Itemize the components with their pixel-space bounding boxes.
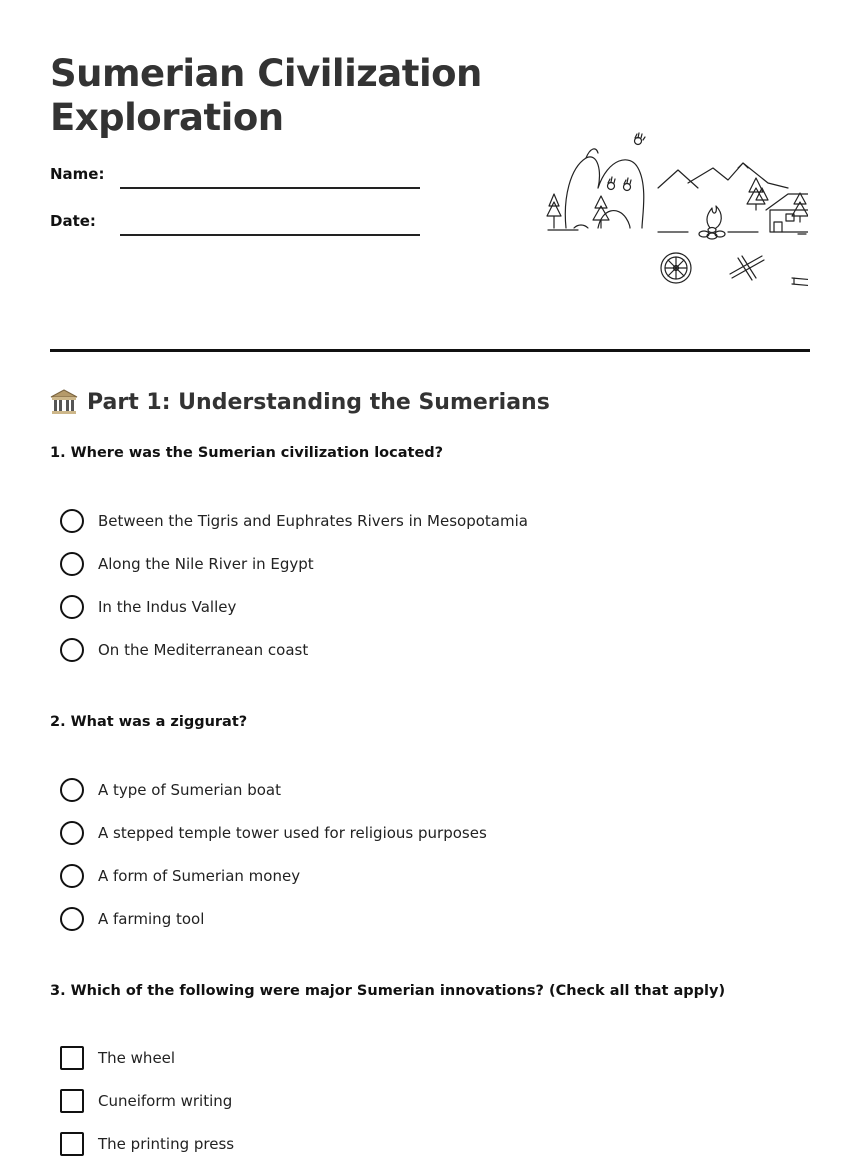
part1-heading-text: Part 1: Understanding the Sumerians — [87, 389, 550, 415]
option-label: Between the Tigris and Euphrates Rivers in Mesopotamia — [98, 512, 528, 530]
title-line-2: Exploration — [50, 96, 284, 139]
date-field[interactable] — [120, 234, 420, 236]
radio-button[interactable] — [60, 778, 84, 802]
q3-option-2[interactable] — [60, 1088, 232, 1114]
q2-option-2[interactable] — [60, 820, 487, 846]
name-label: Name: — [50, 165, 105, 183]
q1-option-4[interactable] — [60, 637, 308, 663]
question-1: 1. Where was the Sumerian civilization located? — [50, 445, 444, 461]
radio-button[interactable] — [60, 509, 84, 533]
q3-option-1[interactable] — [60, 1045, 175, 1071]
option-label: Cuneiform writing — [98, 1092, 233, 1110]
q2-option-1[interactable] — [60, 777, 281, 803]
radio-button[interactable] — [60, 864, 84, 888]
option-label: On the Mediterranean coast — [98, 641, 309, 659]
option-label: A farming tool — [98, 910, 205, 928]
q1-option-3[interactable] — [60, 594, 236, 620]
radio-button[interactable] — [60, 821, 84, 845]
q1-option-1[interactable] — [60, 508, 528, 534]
date-label: Date: — [50, 212, 96, 230]
option-label: A stepped temple tower used for religious purposes — [98, 824, 487, 842]
radio-button[interactable] — [60, 552, 84, 576]
checkbox[interactable] — [60, 1132, 84, 1156]
option-label: In the Indus Valley — [98, 598, 237, 616]
option-label: A form of Sumerian money — [98, 867, 301, 885]
q2-option-4[interactable] — [60, 906, 204, 932]
option-label: The wheel — [98, 1049, 176, 1067]
radio-button[interactable] — [60, 595, 84, 619]
prehistoric-camp-illustration — [538, 128, 808, 293]
q3-option-3[interactable] — [60, 1131, 234, 1157]
checkbox[interactable] — [60, 1089, 84, 1113]
header-divider — [50, 349, 810, 352]
classical-building-icon — [50, 388, 78, 416]
q1-option-2[interactable] — [60, 551, 314, 577]
option-label: A type of Sumerian boat — [98, 781, 281, 799]
part1-heading — [50, 388, 550, 416]
checkbox[interactable] — [60, 1046, 84, 1070]
question-2: 2. What was a ziggurat? — [50, 714, 248, 730]
q2-option-3[interactable] — [60, 863, 300, 889]
radio-button[interactable] — [60, 907, 84, 931]
radio-button[interactable] — [60, 638, 84, 662]
page-title — [50, 52, 530, 140]
option-label: Along the Nile River in Egypt — [98, 555, 314, 573]
question-3: 3. Which of the following were major Sumerian innovations? (Check all that apply) — [50, 983, 726, 999]
option-label: The printing press — [98, 1135, 235, 1153]
title-line-1: Sumerian Civilization — [50, 52, 482, 95]
name-field[interactable] — [120, 187, 420, 189]
